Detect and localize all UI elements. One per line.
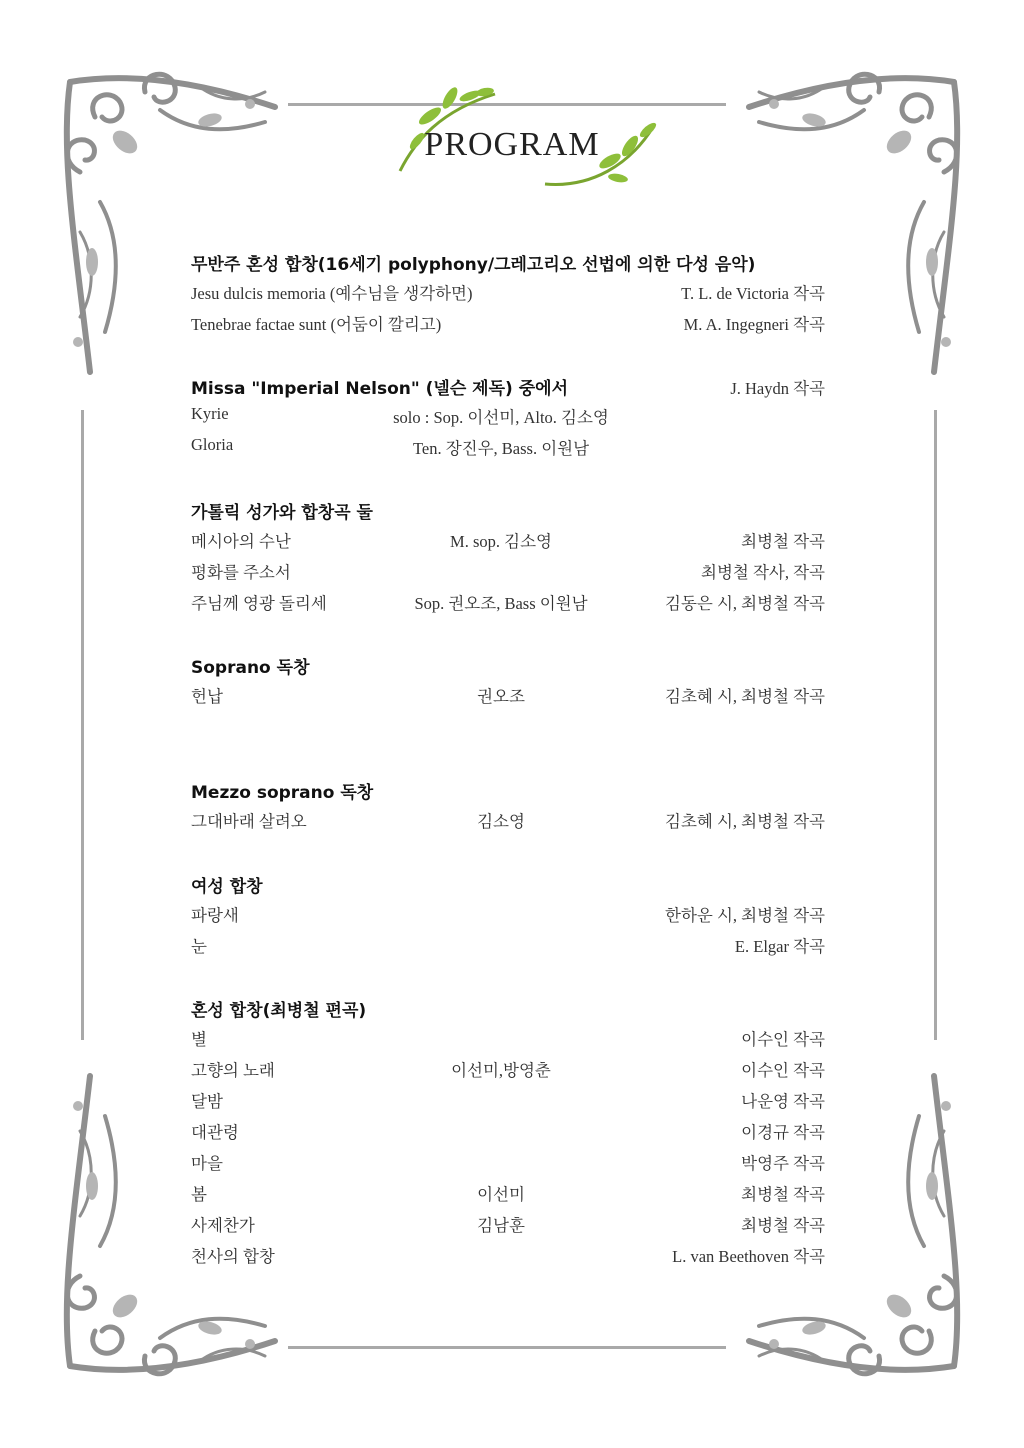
section-title: Missa "Imperial Nelson" (넬슨 제독) 중에서	[191, 379, 568, 399]
program-row	[191, 1150, 825, 1174]
performer: 김소영	[477, 812, 525, 831]
piece-title: 눈	[191, 937, 207, 956]
program-row	[191, 1119, 825, 1143]
piece-title: 고향의 노래	[191, 1061, 275, 1080]
composer-credit: L. van Beethoven 작곡	[672, 1247, 825, 1266]
performer: 김남훈	[477, 1216, 525, 1235]
program-row	[191, 1057, 825, 1081]
composer-credit: 최병철 작사, 작곡	[701, 563, 825, 582]
performer: Sop. 권오조, Bass 이원남	[414, 594, 588, 613]
composer-credit: 최병철 작곡	[741, 1216, 825, 1235]
composer-text: J. Haydn 작곡	[730, 379, 825, 398]
composer-credit: M. A. Ingegneri 작곡	[683, 315, 825, 334]
composer-credit: 이수인 작곡	[741, 1030, 825, 1049]
piece-title: 마을	[191, 1154, 223, 1173]
piece-title: 메시아의 수난	[191, 532, 291, 551]
composer-credit: 박영주 작곡	[741, 1154, 825, 1173]
frame-bottom-line	[288, 1346, 726, 1349]
performer: 이선미,방영춘	[451, 1061, 551, 1080]
program-row	[191, 808, 825, 832]
composer-credit: 김초혜 시, 최병철 작곡	[665, 687, 825, 706]
piece-title: Gloria	[191, 435, 234, 454]
section-title: 가톨릭 성가와 합창곡 둘	[191, 503, 373, 523]
frame-right-line	[934, 410, 937, 1040]
composer-credit: 최병철 작곡	[741, 532, 825, 551]
section-title: 여성 합창	[191, 877, 263, 897]
performer: solo : Sop. 이선미, Alto. 김소영	[393, 408, 609, 427]
program-row	[191, 435, 825, 459]
piece-title: 사제찬가	[191, 1216, 255, 1235]
piece-title: Jesu dulcis memoria (예수님을 생각하면)	[191, 284, 473, 303]
piece-title: 대관령	[191, 1123, 239, 1142]
performer: 권오조	[477, 687, 525, 706]
piece-title: 주님께 영광 돌리세	[191, 594, 327, 613]
composer-credit: 이수인 작곡	[741, 1061, 825, 1080]
section-title: Soprano 독창	[191, 658, 310, 678]
program-row	[191, 683, 825, 707]
frame-top-line	[288, 103, 726, 106]
composer-credit: E. Elgar 작곡	[734, 937, 825, 956]
composer-credit: 김초혜 시, 최병철 작곡	[665, 812, 825, 831]
piece-title: 천사의 합창	[191, 1247, 275, 1266]
piece-title: 별	[191, 1030, 207, 1049]
performer: M. sop. 김소영	[450, 532, 552, 551]
piece-title: Kyrie	[191, 404, 229, 423]
piece-title: 헌납	[191, 687, 223, 706]
composer-credit: 김동은 시, 최병철 작곡	[665, 594, 825, 613]
program-row	[191, 1243, 825, 1267]
section-composer	[191, 375, 825, 399]
program-row	[191, 902, 825, 926]
frame-left-line	[81, 410, 84, 1040]
composer-credit: 이경규 작곡	[741, 1123, 825, 1142]
program-row	[191, 1026, 825, 1050]
program-row	[191, 280, 825, 304]
program-row	[191, 311, 825, 335]
performer: 이선미	[477, 1185, 525, 1204]
program-row	[191, 1088, 825, 1112]
composer-credit: T. L. de Victoria 작곡	[681, 284, 825, 303]
section-title: Mezzo soprano 독창	[191, 783, 374, 803]
section-title: 혼성 합창(최병철 편곡)	[191, 1001, 367, 1021]
program-row	[191, 1212, 825, 1236]
piece-title: 그대바래 살려오	[191, 812, 307, 831]
program-row	[191, 404, 825, 428]
piece-title: 봄	[191, 1185, 207, 1204]
piece-title: Tenebrae factae sunt (어둠이 깔리고)	[191, 315, 442, 334]
performer: Ten. 장진우, Bass. 이원남	[412, 439, 590, 458]
piece-title: 파랑새	[191, 906, 239, 925]
page-title: PROGRAM	[424, 126, 600, 163]
piece-title: 평화를 주소서	[191, 563, 291, 582]
piece-title: 달밤	[191, 1092, 223, 1111]
composer-credit: 한하운 시, 최병철 작곡	[665, 906, 825, 925]
program-row	[191, 933, 825, 957]
program-row	[191, 528, 825, 552]
composer-credit: 나운영 작곡	[741, 1092, 825, 1111]
program-row	[191, 590, 825, 614]
program-row	[191, 1181, 825, 1205]
section-title: 무반주 혼성 합창(16세기 polyphony/그레고리오 선법에 의한 다성 음악)	[191, 255, 756, 275]
program-row	[191, 559, 825, 583]
composer-credit: 최병철 작곡	[741, 1185, 825, 1204]
